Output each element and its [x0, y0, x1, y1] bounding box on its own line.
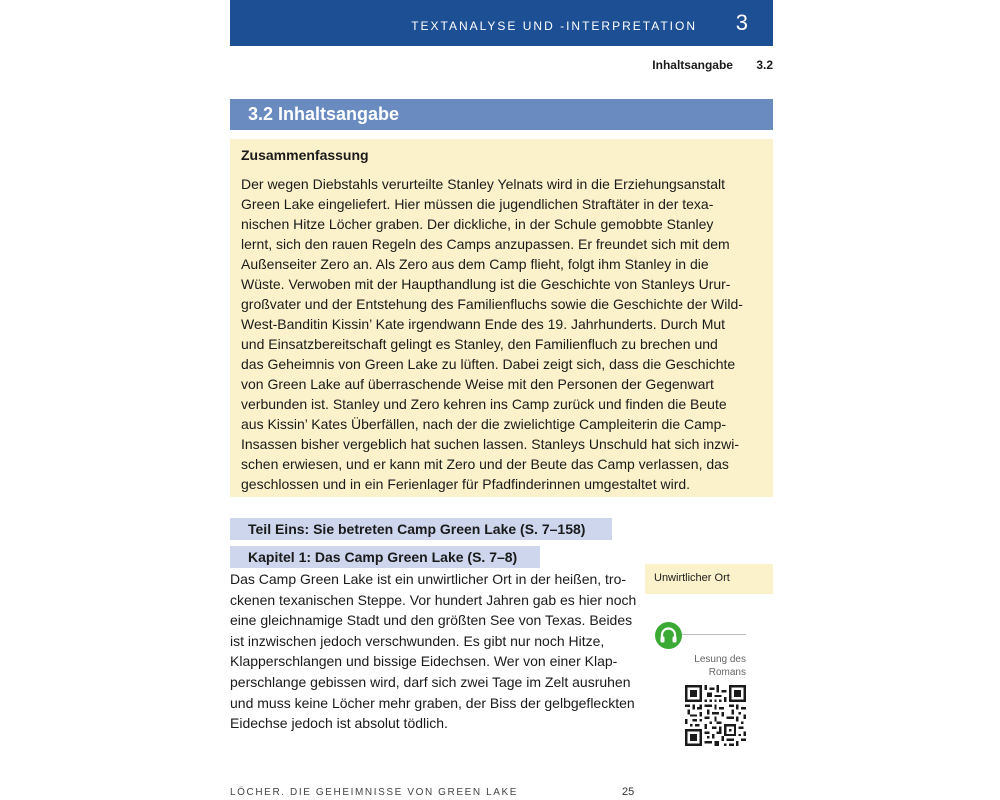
summary-heading: Zusammenfassung [241, 147, 369, 163]
body-line: und muss keine Löcher mehr graben, der Biss der gelbgefleckten [230, 694, 635, 711]
headphones-icon[interactable] [655, 622, 682, 649]
page-number: 25 [622, 786, 635, 798]
body-text [230, 569, 640, 734]
chapter-title: TEXTANALYSE UND -INTERPRETATION [411, 19, 697, 33]
body-line: Klapperschlangen und bissige Eidechsen. Wer von einer Klap- [230, 653, 618, 670]
body-line: Eidechse jedoch ist absolut tödlich. [230, 715, 448, 732]
summary-line: geschlossen und in ein Ferienlager für Pfadfinderinnen umgestaltet wird. [241, 476, 691, 492]
summary-line: West-Banditin Kissin’ Kate irgendwann Ende des 19. Jahrhunderts. Durch Mut [241, 316, 726, 332]
qr-code-icon[interactable] [685, 685, 746, 746]
summary-line: das Geheimnis von Green Lake zu lüften. Dabei zeigt sich, dass die Geschichte [241, 356, 736, 372]
summary-line: von Green Lake auf überraschende Weise mit den Personen der Gegenwart [241, 376, 714, 392]
body-line: Das Camp Green Lake ist ein unwirtlicher Ort in der heißen, tro- [230, 571, 627, 587]
section-heading-bar [230, 99, 773, 130]
summary-line: Green Lake eingeliefert. Hier müssen die jugendlichen Straftäter in der texa- [241, 196, 714, 212]
summary-line: großvater und der Entstehung des Familienfluchs sowie die Geschichte der Wild- [241, 296, 743, 312]
body-line: ist inzwischen jedoch verschwunden. Es gibt nur noch Hitze, [230, 632, 605, 649]
summary-text [241, 174, 761, 494]
chapter-number: 3 [735, 10, 748, 35]
margin-note [645, 564, 773, 594]
body-line: perschlange gebissen wird, darf sich zwei Tage im Zelt ausruhen [230, 673, 631, 690]
section-title: 3.2 Inhaltsangabe [248, 104, 400, 124]
body-line: ckenen texanischen Steppe. Vor hundert Jahren gab es hier noch [230, 591, 637, 608]
footer-book-title: LÖCHER. DIE GEHEIMNISSE VON GREEN LAKE [230, 787, 519, 798]
summary-box [230, 139, 773, 497]
summary-line: Wüste. Verwoben mit der Haupthandlung ist die Geschichte von Stanleys Urur- [241, 276, 731, 292]
part-heading: Teil Eins: Sie betreten Camp Green Lake (S. 7–158) [230, 518, 612, 540]
margin-note-text: Unwirtlicher Ort [654, 572, 730, 584]
summary-line: und Einsatzbereitschaft gelingt es Stanley, den Familienfluch zu brechen und [241, 336, 718, 352]
running-head-number: 3.2 [756, 58, 773, 72]
running-head [652, 58, 773, 72]
summary-line: Der wegen Diebstahls verurteilte Stanley Yelnats wird in die Erziehungsanstalt [241, 176, 726, 192]
summary-line: verbunden ist. Stanley und Zero kehren ins Camp zurück und finden die Beute [241, 396, 727, 412]
summary-line: Außenseiter Zero an. Als Zero aus dem Camp flieht, folgt ihm Stanley in die [241, 256, 709, 272]
summary-line: schen erwiesen, und er kann mit Zero und der Beute das Camp verlassen, das [241, 456, 729, 472]
audio-divider [682, 634, 746, 635]
summary-line: lernt, sich den rauen Regeln des Camps anzupassen. Er freundet sich mit dem [241, 236, 730, 252]
running-head-title: Inhaltsangabe [652, 58, 733, 72]
audio-label: Lesung des Romans [694, 654, 746, 678]
summary-line: aus Kissin’ Kates Überfällen, nach der die zwielichtige Campleiterin die Camp- [241, 416, 727, 432]
summary-line: Insassen bisher vergeblich hat suchen lassen. Stanleys Unschuld hat sich inzwi- [241, 436, 740, 452]
chapter-header-bar [230, 0, 773, 46]
chapter-heading: Kapitel 1: Das Camp Green Lake (S. 7–8) [230, 546, 540, 568]
summary-line: nischen Hitze Löcher graben. Der dickliche, in der Schule gemobbte Stanley [241, 216, 714, 232]
body-line: eine gleichnamige Stadt und den größten See von Texas. Beides [230, 612, 633, 629]
